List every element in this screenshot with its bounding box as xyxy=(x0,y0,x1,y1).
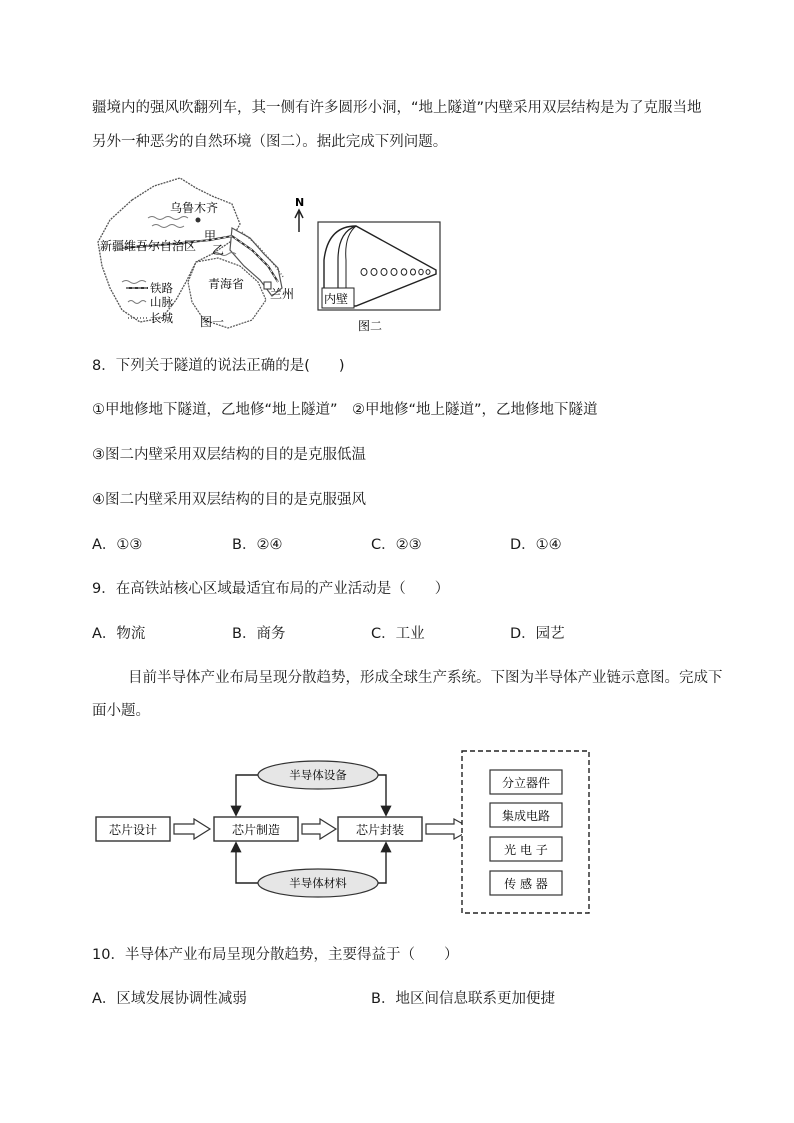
equipment-arrow-right xyxy=(378,775,386,814)
legend-railway: 铁路 xyxy=(150,281,173,295)
equipment-label: 半导体设备 xyxy=(289,768,347,782)
urumqi-label: 乌鲁木齐 xyxy=(170,201,219,215)
xinjiang-label: 新疆维吾尔自治区 xyxy=(100,239,197,253)
materials-arrow-right xyxy=(378,844,386,883)
q9-option-d: D．园艺 xyxy=(510,626,565,642)
urumqi-marker xyxy=(196,218,201,223)
map-figure xyxy=(92,170,314,340)
map-caption: 图一 xyxy=(200,315,225,329)
tunnel-figure xyxy=(316,220,444,338)
qinghai-label: 青海省 xyxy=(208,277,245,291)
semiconductor-chain-diagram xyxy=(92,748,594,918)
legend-mountain: 山脉 xyxy=(150,295,173,309)
q8-statement-4: ④图二内壁采用双层结构的目的是克服强风 xyxy=(92,492,366,508)
chip-manufacture-label: 芯片制造 xyxy=(231,823,281,837)
q8-stem: 8．下列关于隧道的说法正确的是( ) xyxy=(92,358,345,374)
intro-line-2: 另外一种恶劣的自然环境（图二）。据此完成下列问题。 xyxy=(92,134,448,150)
q8-statement-1-2: ①甲地修地下隧道，乙地修“地上隧道” ②甲地修“地上隧道”，乙地修地下隧道 xyxy=(92,402,598,418)
product-ic: 集成电路 xyxy=(501,809,551,823)
q9-option-b: B．商务 xyxy=(232,626,286,642)
inner-wall-label: 内壁 xyxy=(324,292,349,306)
q10-stem: 10．半导体产业布局呈现分散趋势，主要得益于（ ） xyxy=(92,947,459,963)
legend-wall: 长城 xyxy=(150,311,173,325)
q8-option-c: C．②③ xyxy=(371,537,422,553)
q10-option-a: A．区域发展协调性减弱 xyxy=(92,991,247,1007)
q8-option-d: D．①④ xyxy=(510,537,562,553)
q9-option-c: C．工业 xyxy=(371,626,425,642)
q9-stem: 9．在高铁站核心区域最适宜布局的产业活动是（ ） xyxy=(92,581,450,597)
product-optoelectronics: 光 电 子 xyxy=(504,843,548,857)
chip-package-label: 芯片封装 xyxy=(355,823,405,837)
materials-arrow-left xyxy=(236,844,258,883)
q8-option-a: A．①③ xyxy=(92,537,143,553)
product-sensor: 传 感 器 xyxy=(504,877,548,891)
q8-statement-3: ③图二内壁采用双层结构的目的是克服低温 xyxy=(92,447,366,463)
hollow-arrow-1 xyxy=(174,819,210,839)
passage2-line-2: 面小题。 xyxy=(92,703,150,719)
jia-label: 甲 xyxy=(204,229,217,243)
tunnel-caption: 图二 xyxy=(358,319,383,333)
north-arrow-icon xyxy=(295,210,303,232)
equipment-arrow-left xyxy=(236,775,258,814)
q9-option-a: A．物流 xyxy=(92,626,146,642)
materials-label: 半导体材料 xyxy=(289,876,347,890)
q8-option-b: B．②④ xyxy=(232,537,283,553)
north-label: N xyxy=(295,196,305,209)
q10-option-b: B．地区间信息联系更加便捷 xyxy=(371,991,555,1007)
product-discrete: 分立器件 xyxy=(501,776,551,790)
passage2-line-1: 目前半导体产业布局呈现分散趋势，形成全球生产系统。下图为半导体产业链示意图。完成下 xyxy=(128,670,723,686)
intro-line-1: 疆境内的强风吹翻列车，其一侧有许多圆形小洞，“地上隧道”内壁采用双层结构是为了克服当地 xyxy=(92,100,702,116)
lanzhou-label: 兰州 xyxy=(270,287,295,301)
hollow-arrow-2 xyxy=(302,819,336,839)
yi-label: 乙 xyxy=(212,243,225,257)
chip-design-label: 芯片设计 xyxy=(108,823,158,837)
tunnel-holes xyxy=(361,269,430,276)
